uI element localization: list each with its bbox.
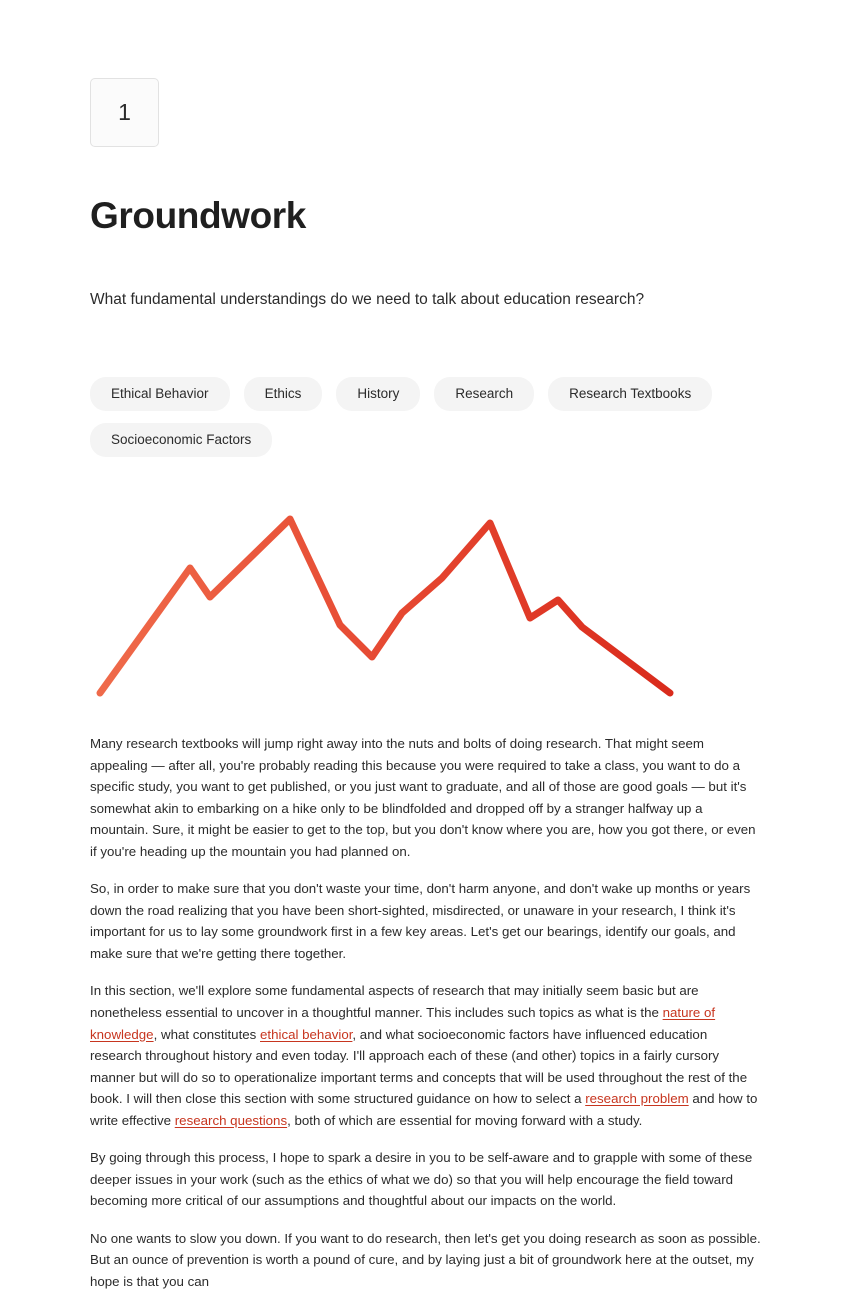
paragraph: So, in order to make sure that you don't waste your time, don't harm anyone, and don't wake up months or years down the road realizing that you have been short-sighted, misdirected, or unaware in your research, I think it's important for us to lay some groundwork first in a few key areas. Let's get our bearings, identify our goals, and make sure that we're getting there together.	[90, 881, 751, 961]
tag-item[interactable]: Ethics	[244, 377, 323, 411]
link-ethical-behavior[interactable]: ethical behavior	[260, 1026, 353, 1042]
paragraph: Many research textbooks will jump right away into the nuts and bolts of doing research. That might seem appealing — after all, you're probably reading this because you were required to take a class, you want to do a specific study, you want to get published, or you just want to graduate, and all of those are good goals — but it's somewhat akin to embarking on a hike only to be blindfolded and dropped off by a stranger halfway up a mountain. Sure, it might be easier to get to the top, but you don't know where you are, how you got there, or even if you're heading up the mountain you had planned on.	[90, 736, 756, 859]
paragraph: By going through this process, I hope to spark a desire in you to be self-aware and to grapple with some of these deeper issues in your work (such as the ethics of what we do) so that you will help encourage the field toward becoming more critical of our assumptions and thoughtful about our impacts on the world.	[90, 1150, 753, 1209]
paragraph-text: In this section, we'll explore some fundamental aspects of research that may initially seem basic but are nonetheless essential to uncover in a thoughtful manner. This includes such topics as what is the	[90, 983, 699, 1021]
tag-item[interactable]: Socioeconomic Factors	[90, 423, 272, 457]
paragraph: No one wants to slow you down. If you want to do research, then let's get you doing research as soon as possible. But an ounce of prevention is worth a pound of cure, and by laying just a bit of groundwork here at the outset, my hope is that you can	[90, 1230, 761, 1289]
tag-item[interactable]: History	[336, 377, 420, 411]
link-research-questions[interactable]: research questions	[174, 1112, 288, 1128]
paragraph-text: , both of which are essential for moving forward with a study.	[287, 1112, 643, 1128]
tag-item[interactable]: Research Textbooks	[548, 377, 712, 411]
tag-item[interactable]: Ethical Behavior	[90, 377, 230, 411]
paragraph-text: and how to write effective	[90, 1091, 758, 1128]
document-page	[0, 78, 850, 1292]
paragraph-text: , and what socioeconomic factors have influenced education research throughout history and even today. I'll approach each of these (and other) topics in a fairly cursory manner but will do so to operationalize important terms and concepts that will be used throughout the rest of the book. I will then close this section with some structured guidance on how to select a	[90, 1026, 748, 1107]
chapter-number-badge	[90, 78, 159, 147]
link-nature-of-knowledge[interactable]: nature of knowledge	[90, 1005, 716, 1042]
tag-item[interactable]: Research	[434, 377, 534, 411]
chapter-subtitle: What fundamental understandings do we need to talk about education research?	[90, 290, 645, 308]
mountain-range-illustration	[90, 505, 762, 717]
body-copy	[90, 733, 762, 1292]
link-research-problem[interactable]: research problem	[585, 1091, 689, 1107]
paragraph-with-links	[90, 980, 762, 1131]
chapter-number: 1	[118, 99, 131, 125]
paragraph-text: , what constitutes	[153, 1026, 261, 1042]
page-title: Groundwork	[90, 195, 306, 236]
tag-list	[90, 377, 760, 457]
